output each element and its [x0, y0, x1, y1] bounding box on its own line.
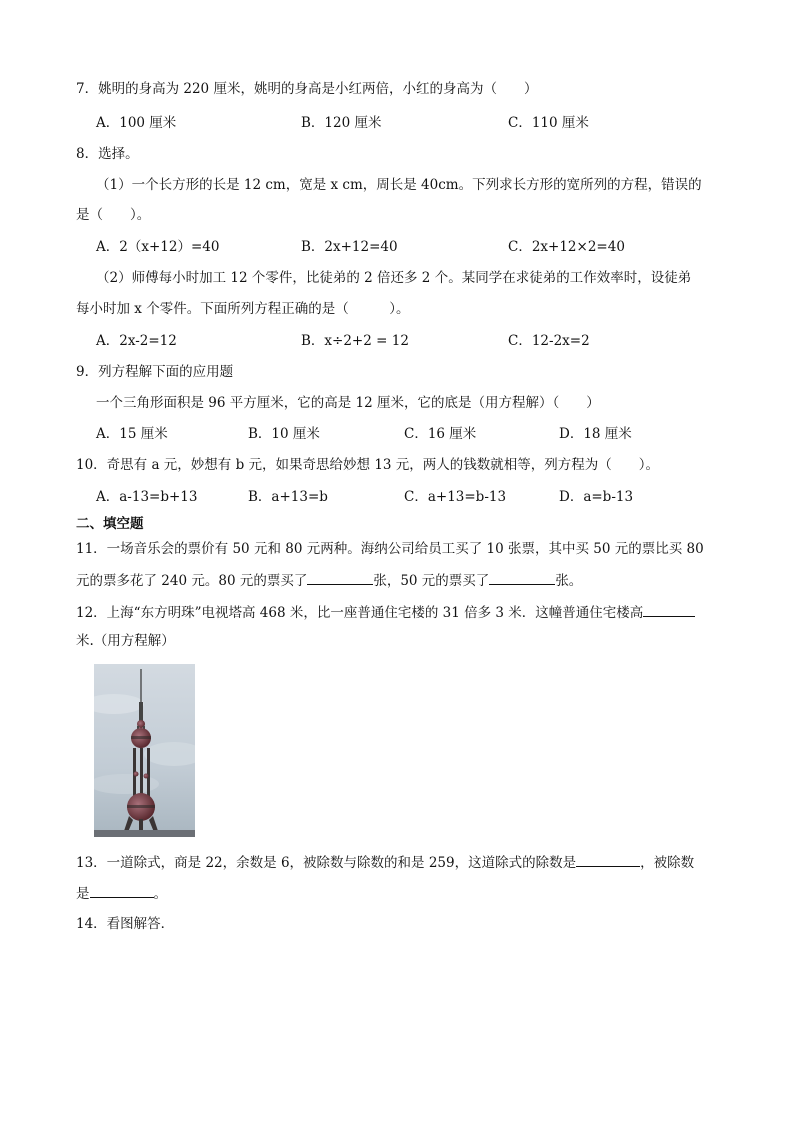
oriental-pearl-tower-photo [94, 664, 195, 837]
q7-option-b: B．120 厘米 [301, 115, 382, 131]
q13-text-c: 是 [76, 886, 90, 902]
q14-stem: 14．看图解答． [76, 916, 175, 932]
q8-part2-option-c: C．12-2x=2 [508, 333, 590, 349]
q13-text-a: 13．一道除式，商是 22，余数是 6，被除数与除数的和是 259，这道除式的除数是 [76, 855, 577, 871]
q12-line2: 米.（用方程解） [76, 633, 175, 649]
q8-part1-option-b: B．2x+12=40 [301, 239, 398, 255]
q11-line1: 11．一场音乐会的票价有 50 元和 80 元两种。海纳公司给员工买了 10 张票，其中买 50 元的票比买 80 [76, 541, 704, 557]
q10-option-b: B．a+13=b [248, 489, 328, 505]
section-title-fill-in: 二、填空题 [76, 516, 144, 532]
q10-option-c: C．a+13=b-13 [404, 489, 507, 505]
q8-part1-option-c: C．2x+12×2=40 [508, 239, 625, 255]
q8-part1-line2: 是（ ）。 [76, 207, 151, 223]
q8-part1-line1: （1）一个长方形的长是 12 cm，宽是 x cm，周长是 40cm。下列求长方形的宽所列的方程，错误的 [96, 177, 702, 193]
q9-option-a: A．15 厘米 [96, 426, 168, 442]
q13-blank-divisor[interactable] [576, 851, 640, 867]
q10-stem: 10．奇思有 a 元，妙想有 b 元，如果奇思给妙想 13 元，两人的钱数就相等，列方程为（ ）。 [76, 457, 660, 473]
q12-text: 12．上海“东方明珠”电视塔高 468 米，比一座普通住宅楼的 31 倍多 3 米．这幢普通住宅楼高 [76, 605, 644, 621]
q11-blank-50[interactable] [489, 569, 555, 585]
q9-line2: 一个三角形面积是 96 平方厘米，它的高是 12 厘米，它的底是（用方程解）（ ） [96, 395, 600, 411]
q7-option-c: C．110 厘米 [508, 115, 589, 131]
q7-option-a: A．100 厘米 [96, 115, 177, 131]
q8-stem: 8．选择。 [76, 146, 139, 162]
q13-text-d: 。 [153, 886, 167, 902]
q9-stem: 9．列方程解下面的应用题 [76, 364, 234, 380]
q13-blank-dividend[interactable] [90, 882, 154, 898]
q11-text-b: 张，50 元的票买了 [373, 573, 490, 589]
q11-text-a: 元的票多花了 240 元。80 元的票买了 [76, 573, 308, 589]
q8-part2-option-a: A．2x-2=12 [96, 333, 177, 349]
q10-option-a: A．a-13=b+13 [96, 489, 198, 505]
q11-text-c: 张。 [555, 573, 583, 589]
q8-part2-option-b: B．x÷2+2 = 12 [301, 333, 409, 349]
q8-part2-line1: （2）师傅每小时加工 12 个零件，比徒弟的 2 倍还多 2 个。某同学在求徒弟的工作效率时，设徒弟 [96, 270, 692, 286]
q13-line2 [76, 882, 167, 904]
q9-option-c: C．16 厘米 [404, 426, 477, 442]
q13-line1 [76, 851, 694, 873]
q10-option-d: D．a=b-13 [559, 489, 634, 505]
q7-stem: 7．姚明的身高为 220 厘米，姚明的身高是小红两倍，小红的身高为（ ） [76, 81, 538, 97]
q11-blank-80[interactable] [307, 569, 373, 585]
q13-text-b: ，被除数 [640, 855, 695, 871]
q12-line1 [76, 601, 695, 623]
q8-part2-line2: 每小时加 x 个零件。下面所列方程正确的是（ ）。 [76, 301, 410, 317]
q8-part1-option-a: A．2（x+12）=40 [96, 239, 220, 255]
q9-option-d: D．18 厘米 [559, 426, 632, 442]
q11-line2 [76, 569, 582, 591]
q9-option-b: B．10 厘米 [248, 426, 320, 442]
q12-blank[interactable] [643, 601, 695, 617]
